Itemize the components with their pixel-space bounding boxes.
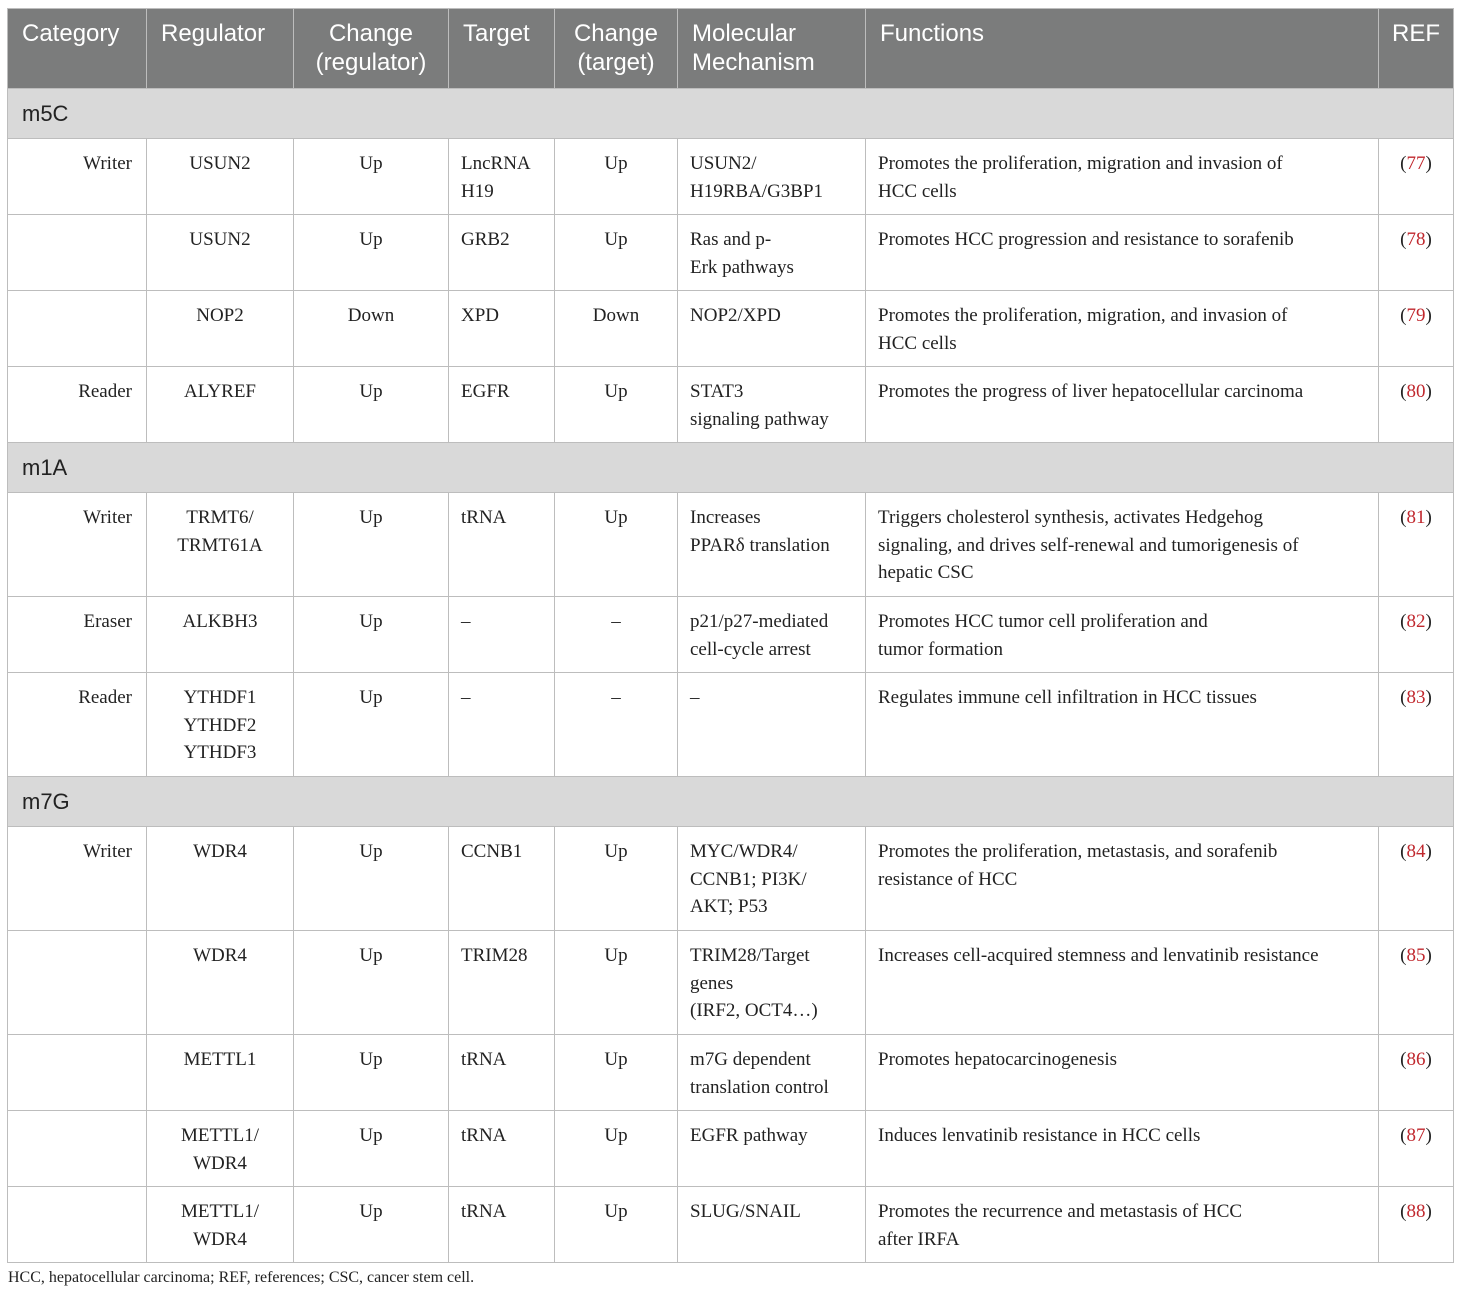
table-row — [8, 215, 1454, 291]
row-target: tRNA — [449, 1187, 555, 1263]
row-category — [8, 1111, 147, 1187]
table-row — [8, 597, 1454, 673]
row-category — [8, 215, 147, 291]
row-target: GRB2 — [449, 215, 555, 291]
row-regulator: TRMT6/ TRMT61A — [147, 493, 294, 597]
row-regulator: METTL1/ WDR4 — [147, 1187, 294, 1263]
row-function: Triggers cholesterol synthesis, activates Hedgehog signaling, and drives self-renewal and tumorigenesis of hepatic CSC — [866, 493, 1379, 597]
row-target: XPD — [449, 291, 555, 367]
table-row — [8, 367, 1454, 443]
row-function: Promotes the progress of liver hepatocellular carcinoma — [866, 367, 1379, 443]
row-category: Writer — [8, 827, 147, 931]
row-ref: (85) — [1379, 931, 1454, 1035]
row-regulator: USUN2 — [147, 215, 294, 291]
header-change-target: Change (target) — [555, 9, 678, 89]
row-ref: (81) — [1379, 493, 1454, 597]
row-target: tRNA — [449, 1111, 555, 1187]
row-function: Promotes the proliferation, migration and invasion of HCC cells — [866, 139, 1379, 215]
row-category: Writer — [8, 139, 147, 215]
row-change-regulator: Up — [294, 493, 449, 597]
section-row — [8, 89, 1454, 139]
row-function: Promotes HCC progression and resistance to sorafenib — [866, 215, 1379, 291]
row-mechanism: – — [678, 673, 866, 777]
row-category: Eraser — [8, 597, 147, 673]
row-regulator: WDR4 — [147, 827, 294, 931]
table-body — [8, 89, 1454, 1263]
row-category — [8, 1187, 147, 1263]
row-category: Reader — [8, 673, 147, 777]
row-ref: (78) — [1379, 215, 1454, 291]
table-row — [8, 1187, 1454, 1263]
row-mechanism: USUN2/ H19RBA/G3BP1 — [678, 139, 866, 215]
row-category — [8, 291, 147, 367]
row-function: Promotes the proliferation, metastasis, and sorafenib resistance of HCC — [866, 827, 1379, 931]
row-change-regulator: Up — [294, 139, 449, 215]
row-change-regulator: Down — [294, 291, 449, 367]
row-change-regulator: Up — [294, 673, 449, 777]
row-change-regulator: Up — [294, 1187, 449, 1263]
row-change-target: Up — [555, 1187, 678, 1263]
row-function: Promotes hepatocarcinogenesis — [866, 1035, 1379, 1111]
row-change-target: – — [555, 673, 678, 777]
row-mechanism: m7G dependent translation control — [678, 1035, 866, 1111]
reference-link[interactable]: 82 — [1406, 611, 1426, 632]
row-mechanism: Ras and p- Erk pathways — [678, 215, 866, 291]
section-label: m5C — [8, 89, 1454, 139]
reference-link[interactable]: 81 — [1406, 507, 1426, 528]
row-target: tRNA — [449, 1035, 555, 1111]
row-ref: (83) — [1379, 673, 1454, 777]
row-change-regulator: Up — [294, 827, 449, 931]
row-target: CCNB1 — [449, 827, 555, 931]
row-target: TRIM28 — [449, 931, 555, 1035]
row-change-target: Up — [555, 493, 678, 597]
reference-link[interactable]: 88 — [1406, 1201, 1426, 1222]
row-regulator: METTL1 — [147, 1035, 294, 1111]
row-change-regulator: Up — [294, 215, 449, 291]
row-mechanism: MYC/WDR4/ CCNB1; PI3K/ AKT; P53 — [678, 827, 866, 931]
row-mechanism: EGFR pathway — [678, 1111, 866, 1187]
row-ref: (84) — [1379, 827, 1454, 931]
row-category — [8, 1035, 147, 1111]
row-function: Promotes the recurrence and metastasis of HCC after IRFA — [866, 1187, 1379, 1263]
section-label: m1A — [8, 443, 1454, 493]
reference-link[interactable]: 86 — [1406, 1049, 1426, 1070]
row-mechanism: p21/p27-mediated cell-cycle arrest — [678, 597, 866, 673]
row-regulator: NOP2 — [147, 291, 294, 367]
table-footnote: HCC, hepatocellular carcinoma; REF, references; CSC, cancer stem cell. — [8, 1269, 475, 1286]
row-change-target: Up — [555, 827, 678, 931]
header-target: Target — [449, 9, 555, 89]
row-ref: (79) — [1379, 291, 1454, 367]
row-ref: (82) — [1379, 597, 1454, 673]
table-row — [8, 1111, 1454, 1187]
row-regulator: ALKBH3 — [147, 597, 294, 673]
table-row — [8, 493, 1454, 597]
row-change-target: Up — [555, 1111, 678, 1187]
table-row — [8, 1035, 1454, 1111]
row-target: – — [449, 597, 555, 673]
row-change-target: Down — [555, 291, 678, 367]
row-function: Induces lenvatinib resistance in HCC cells — [866, 1111, 1379, 1187]
table-row — [8, 931, 1454, 1035]
row-change-regulator: Up — [294, 1035, 449, 1111]
row-function: Regulates immune cell infiltration in HCC tissues — [866, 673, 1379, 777]
header-regulator: Regulator — [147, 9, 294, 89]
reference-link[interactable]: 85 — [1406, 945, 1426, 966]
reference-link[interactable]: 80 — [1406, 381, 1426, 402]
section-row — [8, 777, 1454, 827]
header-mechanism: Molecular Mechanism — [678, 9, 866, 89]
header-row — [8, 9, 1454, 89]
row-ref: (77) — [1379, 139, 1454, 215]
reference-link[interactable]: 83 — [1406, 687, 1426, 708]
row-target: – — [449, 673, 555, 777]
table-row — [8, 291, 1454, 367]
row-change-target: Up — [555, 1035, 678, 1111]
row-regulator: WDR4 — [147, 931, 294, 1035]
row-change-target: – — [555, 597, 678, 673]
row-category: Reader — [8, 367, 147, 443]
row-change-regulator: Up — [294, 1111, 449, 1187]
section-row — [8, 443, 1454, 493]
row-mechanism: NOP2/XPD — [678, 291, 866, 367]
header-functions: Functions — [866, 9, 1379, 89]
row-regulator: ALYREF — [147, 367, 294, 443]
row-change-target: Up — [555, 931, 678, 1035]
row-change-regulator: Up — [294, 367, 449, 443]
row-category: Writer — [8, 493, 147, 597]
row-regulator: USUN2 — [147, 139, 294, 215]
row-change-regulator: Up — [294, 597, 449, 673]
reference-link[interactable]: 78 — [1406, 229, 1426, 250]
row-ref: (80) — [1379, 367, 1454, 443]
row-ref: (86) — [1379, 1035, 1454, 1111]
row-change-target: Up — [555, 367, 678, 443]
table-row — [8, 827, 1454, 931]
row-change-target: Up — [555, 139, 678, 215]
section-label: m7G — [8, 777, 1454, 827]
table-row — [8, 673, 1454, 777]
row-function: Increases cell-acquired stemness and lenvatinib resistance — [866, 931, 1379, 1035]
reference-link[interactable]: 77 — [1406, 153, 1426, 174]
row-target: tRNA — [449, 493, 555, 597]
row-mechanism: SLUG/SNAIL — [678, 1187, 866, 1263]
regulator-table — [7, 8, 1454, 1263]
row-target: LncRNA H19 — [449, 139, 555, 215]
row-target: EGFR — [449, 367, 555, 443]
table-row — [8, 139, 1454, 215]
row-mechanism: Increases PPARδ translation — [678, 493, 866, 597]
row-category — [8, 931, 147, 1035]
reference-link[interactable]: 79 — [1406, 305, 1426, 326]
row-ref: (87) — [1379, 1111, 1454, 1187]
row-change-regulator: Up — [294, 931, 449, 1035]
header-category: Category — [8, 9, 147, 89]
row-function: Promotes HCC tumor cell proliferation and tumor formation — [866, 597, 1379, 673]
row-ref: (88) — [1379, 1187, 1454, 1263]
row-regulator: METTL1/ WDR4 — [147, 1111, 294, 1187]
row-change-target: Up — [555, 215, 678, 291]
row-mechanism: STAT3 signaling pathway — [678, 367, 866, 443]
reference-link[interactable]: 87 — [1406, 1125, 1426, 1146]
row-regulator: YTHDF1 YTHDF2 YTHDF3 — [147, 673, 294, 777]
row-function: Promotes the proliferation, migration, and invasion of HCC cells — [866, 291, 1379, 367]
header-ref: REF — [1379, 9, 1454, 89]
header-change-regulator: Change (regulator) — [294, 9, 449, 89]
reference-link[interactable]: 84 — [1406, 841, 1426, 862]
row-mechanism: TRIM28/Target genes (IRF2, OCT4…) — [678, 931, 866, 1035]
